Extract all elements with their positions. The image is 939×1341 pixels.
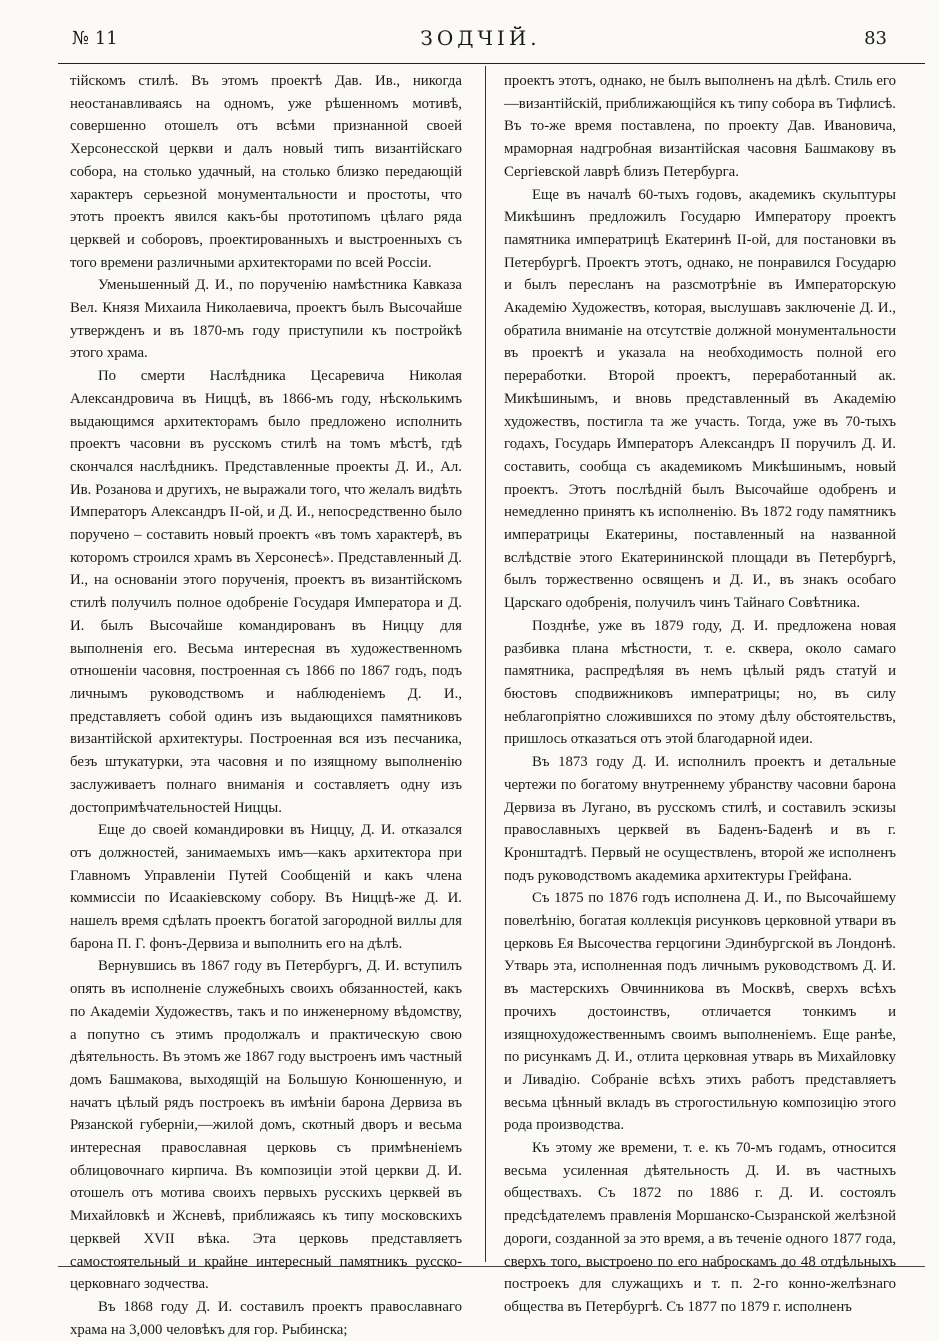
paragraph: Въ 1873 году Д. И. исполнилъ проектъ и детальные чертежи по богатому внутреннему убранству часовни барона Дервиза въ Лугано, въ русскомъ стилѣ, и составилъ эскизы православныхъ церквей въ Баденъ-Баденѣ и въ г. Кронштадтѣ. Первый не осуществленъ, второй же исполненъ подъ руководствомъ академика архитектуры Грейфана. — [504, 754, 896, 884]
paragraph: Къ этому же времени, т. е. къ 70-мъ годамъ, относится весьма усиленная дѣятельность Д. И. въ частныхъ обществахъ. Съ 1872 по 1886 г. Д. И. состоялъ предсѣдателемъ правленія Моршанско-Сызранской желѣзной дороги, созданной за это время, а въ теченіе одного 1877 года, сверхъ того, выстроено по его наброскамъ до 48 отдѣльныхъ построекъ для служащихъ и т. п. 2-го конно-желѣзнаго общества въ Петербургѣ. Съ 1877 по 1879 г. исполненъ — [504, 1140, 896, 1315]
paragraph: Вернувшись въ 1867 году въ Петербургъ, Д. И. вступилъ опять въ исполненіе служебныхъ своихъ обязанностей, какъ по Академіи Художествъ, такъ и по инженерному вѣдомству, а попутно съ этимъ продолжалъ и практическую свою дѣятельность. Въ этомъ же 1867 году выстроенъ имъ частный домъ Башмакова, выходящій на Большую Конюшенную, и начатъ цѣлый рядъ построекъ въ имѣніи барона Дервиза въ Рязанской губерніи,—жилой домъ, скотный дворъ и весьма интересная православная церковь съ примѣненіемъ облицовочнаго кирпича. Въ композиціи этой церкви Д. И. отошелъ отъ мотива своихъ первыхъ русскихъ церквей въ Михайловкѣ и Жсневѣ, приближаясь къ типу московскихъ церквей XVII вѣка. Эта церковь представляетъ самостоятельный и крайне интересный памятникъ русско-церковнаго зодчества. — [70, 958, 462, 1293]
header-rule — [58, 63, 925, 64]
paragraph: Уменьшенный Д. И., по порученію намѣстника Кавказа Вел. Князя Михаила Николаевича, проектъ былъ Высочайше утвержденъ и въ 1870-мъ году приступили къ постройкѣ этого храма. — [70, 277, 462, 362]
left-column — [70, 70, 462, 1338]
paragraph: Въ 1868 году Д. И. составилъ проектъ православнаго храма на 3,000 человѣкъ для гор. Рыбинска; — [70, 1298, 462, 1338]
paragraph: Еще до своей командировки въ Ниццу, Д. И. отказался отъ должностей, занимаемыхъ имъ—какъ архитектора при Главномъ Управленіи Путей Сообщеній и какъ члена коммиссіи по Исаакіевскому собору. Въ Ниццѣ-же Д. И. нашелъ время сдѣлать проектъ богатой загородной виллы для барона П. Г. фонъ-Дервиза и выполнить его на дѣлѣ. — [70, 822, 462, 952]
issue-number: № 11 — [72, 28, 118, 49]
journal-title: ЗОДЧІЙ. — [420, 26, 541, 50]
paragraph: Съ 1875 по 1876 годъ исполнена Д. И., по Высочайшему повелѣнію, богатая коллекція рисунковъ церковной утвари въ церковь Ея Высочества герцогини Эдинбургской въ Лондонѣ. Утварь эта, исполненная подъ личнымъ руководствомъ Д. И. въ мастерскихъ Овчинникова въ Москвѣ, сверхъ всѣхъ прочихъ достоинствъ, отличается тонкимъ и изящнохудожественнымъ своимъ выполненіемъ. Еще ранѣе, по рисункамъ Д. И., отлита церковная утварь въ Михайловку и Ливадію. Собраніе всѣхъ этихъ работъ представляетъ весьма цѣнный вкладъ въ строгостильную композицію этого рода производства. — [504, 890, 896, 1134]
column-divider — [485, 66, 486, 1262]
right-column — [504, 70, 896, 1315]
page-header — [62, 26, 899, 56]
paragraph: По смерти Наслѣдника Цесаревича Николая Александровича въ Ниццѣ, въ 1866-мъ году, нѣсколькимъ выдающимся архитекторамъ было предложено исполнить проектъ часовни въ русскомъ стилѣ на томъ мѣстѣ, гдѣ скончался наслѣдникъ. Представленные проекты Д. И., Ал. Ив. Розанова и другихъ, не выражали того, что желалъ видѣть Императоръ Александръ II-ой, и Д. И., непосредственно было поручено – составить новый проектъ «въ томъ характерѣ, въ которомъ строился храмъ въ Херсонесѣ». Представленный Д. И., на основаніи этого порученія, проектъ въ византійскомъ стилѣ получилъ полное одобреніе Государя Императора и Д. И. былъ Высочайше командированъ въ Ниццу для выполненія его. Весьма интересная въ художественномъ отношеніи часовня, построенная съ 1866 по 1867 годъ, подъ личнымъ руководствомъ и наблюденіемъ Д. И., представляетъ собой одинъ изъ выдающихся памятниковъ византійской архитектуры. Построенная вся изъ песчаника, безъ штукатурки, эта часовня и по изящному выполненію заслуживаетъ полнаго вниманія и составляетъ одну изъ достопримѣчательностей Ниццы. — [70, 368, 462, 816]
paragraph: проектъ этотъ, однако, не былъ выполненъ на дѣлѣ. Стиль его—византійскій, приближающійся къ типу собора въ Тифлисѣ. Въ то-же время поставлена, по проекту Дав. Ивановича, мраморная надгробная византійская часовня Башмакову въ Сергіевской лаврѣ близъ Петербурга. — [504, 73, 896, 180]
paragraph: тійскомъ стилѣ. Въ этомъ проектѣ Дав. Ив., никогда неостанавливаясь на одномъ, уже рѣшенномъ мотивѣ, совершенно отошелъ отъ всѣми признанной своей Херсонесской церкви и далъ новый типъ византійскаго собора, на столько удачный, на столько близко передающій характеръ серьезной монументальности и простоты, что этотъ проектъ явился какъ-бы прототипомъ цѣлаго ряда церквей и соборовъ, проектированныхъ и выстроенныхъ съ того времени различными архитекторами по всей Россіи. — [70, 73, 462, 271]
page-number: 83 — [864, 28, 887, 49]
paragraph: Позднѣе, уже въ 1879 году, Д. И. предложена новая разбивка плана мѣстности, т. е. сквера, около самаго памятника, распредѣляя въ немъ цѣлый рядъ статуй и бюстовъ сподвижниковъ императрицы; но, въ силу неблагопріятно сложившихся по этому дѣлу обстоятельствъ, пришлось отказаться отъ этой благодарной идеи. — [504, 617, 896, 748]
footer-rule — [58, 1266, 925, 1267]
paragraph: Еще въ началѣ 60-тыхъ годовъ, академикъ скульптуры Микѣшинъ предложилъ Государю Императору проектъ памятника императрицѣ Екатеринѣ II-ой, для постановки въ Петербургѣ. Проектъ этотъ, однако, не понравился Государю и былъ пересланъ на разсмотрѣніе въ Императорскую Академію Художествъ, которая, выслушавъ заключеніе Д. И., обратила вниманіе на отсутствіе должной монументальности въ проектѣ и указала на необходимость полной его переработки. Второй проектъ, переработанный ак. Микѣшинымъ, и вновь представленный въ Академію художествъ, постигла та же участь. Тогда, уже въ 70-тыхъ годахъ, Государь Императоръ Александръ II поручилъ Д. И. составить, сообща съ академикомъ Микѣшинымъ, новый проектъ. Этотъ послѣдній былъ Высочайше одобренъ и немедленно принятъ къ исполненію. Въ 1872 году памятникъ императрицы Екатерины, поставленный на названной вслѣдствіе этого Екатерининской площади въ Петербургѣ, былъ торжественно освященъ и Д. И., въ знакъ особаго Царскаго одобренія, получилъ чинъ Тайнаго Совѣтника. — [504, 186, 896, 612]
